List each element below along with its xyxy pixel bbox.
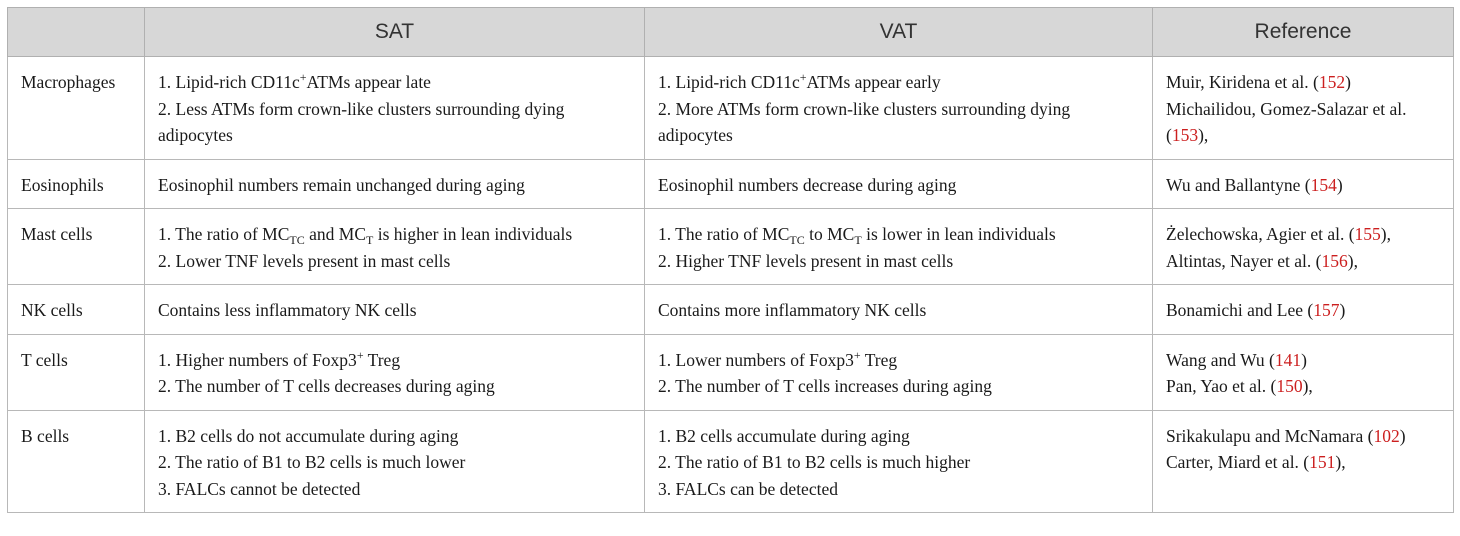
reference-line: Srikakulapu and McNamara (102): [1166, 425, 1406, 446]
superscript: +: [299, 70, 307, 84]
sat-vat-comparison-table: [7, 7, 1454, 513]
reference-line: Bonamichi and Lee (157): [1166, 300, 1346, 320]
citation-link[interactable]: 155: [1354, 224, 1381, 244]
superscript: +: [799, 70, 807, 84]
cell-type-label: NK cells: [8, 285, 145, 335]
citation-link[interactable]: 154: [1310, 174, 1337, 195]
table-row: [8, 159, 1454, 209]
reference-cell: [1153, 285, 1454, 335]
sat-line: 1. The ratio of $MC_{TC}$ and $MC_T$ is higher in lean individuals: [158, 224, 573, 247]
sat-cell: [145, 334, 645, 410]
table-row: [8, 209, 1454, 285]
sat-line: Contains less inflammatory NK cells: [158, 300, 417, 320]
vat-line: 1. The ratio of $MC_{TC}$ to $MC_T$ is lower in lean individuals: [658, 224, 1056, 247]
reference-line: Muir, Kiridena et al. (152): [1166, 72, 1351, 92]
sat-line: 2. The number of T cells decreases during aging: [158, 376, 495, 396]
reference-line: Pan, Yao et al. (150),: [1166, 376, 1313, 396]
reference-cell: [1153, 334, 1454, 410]
subscript: TC: [789, 233, 805, 247]
reference-line: Wu and Ballantyne (154): [1166, 174, 1343, 195]
vat-line: 2. Higher TNF levels present in mast cells: [658, 250, 954, 271]
citation-link[interactable]: 152: [1318, 72, 1346, 92]
subscript: TC: [289, 233, 305, 247]
reference-line: Żelechowska, Agier et al. (155),: [1166, 224, 1391, 244]
table-row: [8, 285, 1454, 335]
vat-cell: [645, 159, 1153, 209]
header-cell-type: [8, 8, 145, 57]
sat-line: Eosinophil numbers remain unchanged during aging: [158, 174, 525, 195]
citation-link[interactable]: 156: [1321, 250, 1348, 271]
vat-cell: [645, 209, 1153, 285]
table-row: [8, 410, 1454, 513]
subscript: T: [854, 233, 862, 247]
sat-cell: [145, 57, 645, 160]
superscript: +: [356, 347, 364, 362]
sat-line: 1. Higher numbers of Foxp3+ Treg: [158, 347, 401, 370]
sat-line: 2. Lower TNF levels present in mast cells: [158, 250, 451, 271]
vat-line: 2. The number of T cells increases during aging: [658, 376, 992, 396]
sat-cell: [145, 209, 645, 285]
vat-cell: [645, 57, 1153, 160]
citation-link[interactable]: 151: [1309, 452, 1336, 472]
citation-link[interactable]: 141: [1274, 349, 1302, 370]
sat-cell: [145, 410, 645, 513]
citation-link[interactable]: 150: [1276, 376, 1303, 396]
vat-line: Contains more inflammatory NK cells: [658, 300, 927, 320]
sat-line: 3. FALCs cannot be detected: [158, 478, 361, 499]
table-row: [8, 334, 1454, 410]
superscript: +: [853, 347, 861, 362]
cell-type-label: Mast cells: [8, 209, 145, 285]
sat-line: 1. B2 cells do not accumulate during aging: [158, 425, 459, 446]
vat-line: 1. Lipid-rich CD11c+ATMs appear early: [658, 70, 941, 92]
vat-line: 1. Lower numbers of Foxp3+ Treg: [658, 347, 898, 370]
citation-link[interactable]: 157: [1313, 300, 1340, 320]
header-reference: Reference: [1153, 8, 1454, 57]
sat-line: 2. Less ATMs form crown-like clusters surrounding dying adipocytes: [158, 98, 565, 145]
vat-cell: [645, 285, 1153, 335]
header-sat: SAT: [145, 8, 645, 57]
table-row: [8, 57, 1454, 160]
vat-line: 3. FALCs can be detected: [658, 478, 838, 499]
reference-line: Michailidou, Gomez-Salazar et al. (153),: [1166, 98, 1407, 145]
cell-type-label: B cells: [8, 410, 145, 513]
sat-line: 2. The ratio of B1 to B2 cells is much lower: [158, 452, 466, 472]
sat-line: 1. Lipid-rich CD11c+ATMs appear late: [158, 70, 431, 92]
vat-line: 1. B2 cells accumulate during aging: [658, 425, 910, 446]
reference-line: Carter, Miard et al. (151),: [1166, 452, 1346, 472]
reference-cell: [1153, 410, 1454, 513]
comparison-table-container: [7, 7, 1453, 513]
vat-cell: [645, 410, 1153, 513]
reference-cell: [1153, 209, 1454, 285]
reference-line: Wang and Wu (141): [1166, 349, 1307, 370]
sat-cell: [145, 159, 645, 209]
reference-cell: [1153, 159, 1454, 209]
vat-line: Eosinophil numbers decrease during aging: [658, 174, 957, 195]
citation-link[interactable]: 153: [1171, 125, 1199, 145]
table-header-row: [8, 8, 1454, 57]
sat-cell: [145, 285, 645, 335]
subscript: T: [366, 233, 374, 247]
cell-type-label: T cells: [8, 334, 145, 410]
vat-line: 2. The ratio of B1 to B2 cells is much higher: [658, 452, 971, 472]
header-vat: VAT: [645, 8, 1153, 57]
cell-type-label: Macrophages: [8, 57, 145, 160]
reference-cell: [1153, 57, 1454, 160]
citation-link[interactable]: 102: [1373, 425, 1400, 446]
reference-line: Altintas, Nayer et al. (156),: [1166, 250, 1358, 271]
cell-type-label: Eosinophils: [8, 159, 145, 209]
vat-line: 2. More ATMs form crown-like clusters surrounding dying adipocytes: [658, 98, 1071, 145]
vat-cell: [645, 334, 1153, 410]
